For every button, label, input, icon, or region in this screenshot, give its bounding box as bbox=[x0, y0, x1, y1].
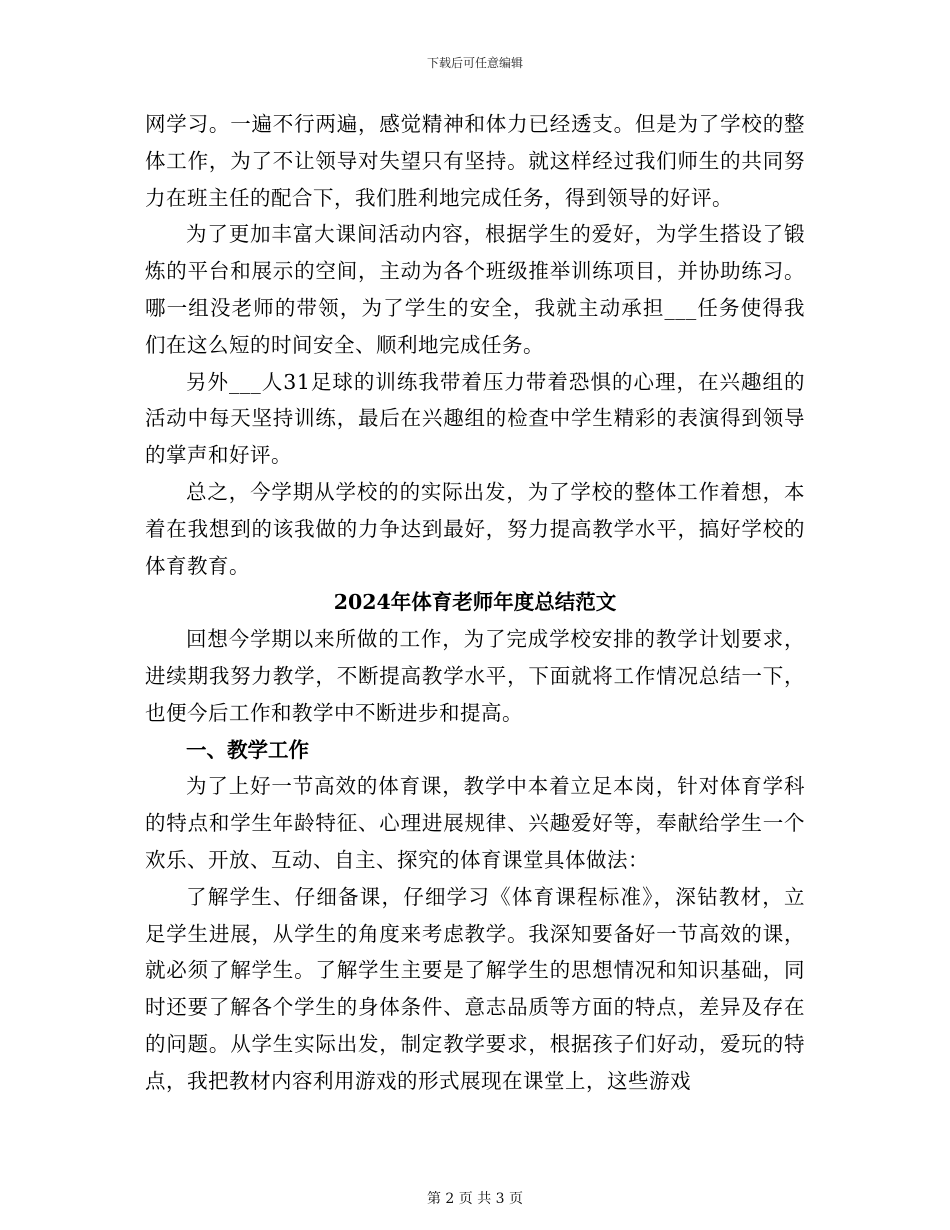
intro-paragraph: 回想今学期以来所做的工作，为了完成学校安排的教学计划要求，进续期我努力教学，不断提高教学水平，下面就将工作情况总结一下，也便今后工作和教学中不断进步和提高。 bbox=[145, 627, 805, 725]
subheading-teaching-work: 一、教学工作 bbox=[186, 737, 309, 762]
page-footer: 第 2 页 共 3 页 bbox=[426, 1191, 524, 1207]
paragraph-2: 为了更加丰富大课间活动内容，根据学生的爱好，为学生搭设了锻炼的平台和展示的空间，主动为各个班级推举训练项目，并协助练习。哪一组没老师的带领，为了学生的安全，我就主动承担___任务使得我们在这么短的时间安全、顺利地完成任务。 bbox=[145, 222, 805, 357]
paragraph-3: 另外___人31足球的训练我带着压力带着恐惧的心理，在兴趣组的活动中每天坚持训练，最后在兴趣组的检查中学生精彩的表演得到领导的掌声和好评。 bbox=[145, 369, 805, 468]
paragraph-4: 总之，今学期从学校的的实际出发，为了学校的整体工作着想，本着在我想到的该我做的力争达到最好，努力提高教学水平，搞好学校的体育教育。 bbox=[145, 479, 805, 578]
document-body bbox=[145, 106, 805, 1100]
paragraph-6: 了解学生、仔细备课，仔细学习《体育课程标准》，深钻教材，立足学生进展，从学生的角度来考虑教学。我深知要备好一节高效的课，就必须了解学生。了解学生主要是了解学生的思想情况和知识基础，同时还要了解各个学生的身体条件、意志品质等方面的特点，差异及存在的问题。从学生实际出发，制定教学要求，根据孩子们好动，爱玩的特点，我把教材内容利用游戏的形式展现在课堂上，这些游戏 bbox=[145, 884, 805, 1093]
page-header: 下载后可任意编辑 bbox=[426, 56, 523, 70]
paragraph-1: 网学习。一遍不行两遍，感觉精神和体力已经透支。但是为了学校的整体工作，为了不让领导对失望只有坚持。就这样经过我们师生的共同努力在班主任的配合下，我们胜利地完成任务，得到领导的好评。 bbox=[145, 112, 805, 210]
section-title: 2024年体育老师年度总结范文 bbox=[333, 590, 617, 615]
paragraph-5: 为了上好一节高效的体育课，教学中本着立足本岗，针对体育学科的特点和学生年龄特征、心理进展规律、兴趣爱好等，奉献给学生一个欢乐、开放、互动、自主、探究的体育课堂具体做法： bbox=[145, 774, 805, 872]
